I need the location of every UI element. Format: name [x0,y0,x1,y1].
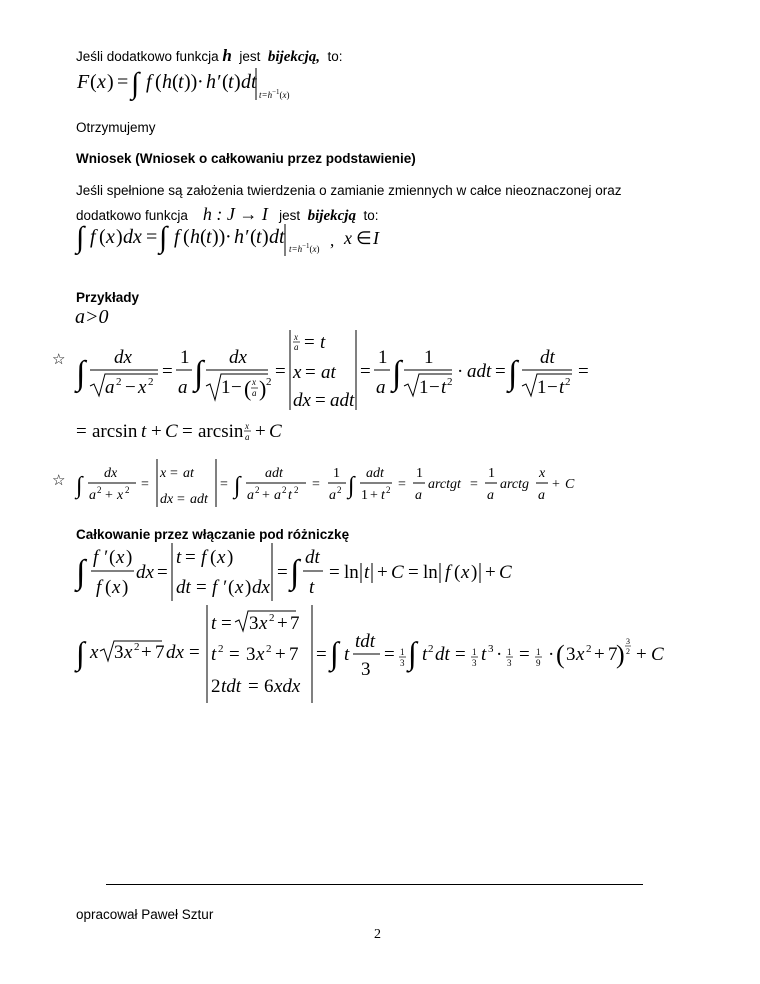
svg-text:∫: ∫ [392,355,402,392]
svg-text:·: · [496,644,503,665]
svg-text:tdt: tdt [221,676,242,697]
svg-text:dx: dx [166,642,184,663]
corollary-term: bijekcją [307,208,356,224]
condition: a>0 [75,306,109,328]
footer-divider [106,884,643,885]
corollary-prefix: dodatkowo funkcja [76,208,188,223]
svg-text:): ) [471,562,478,583]
svg-text:a: a [274,488,281,503]
svg-text:∈: ∈ [356,228,372,248]
svg-text:x: x [576,644,585,665]
svg-text:C: C [269,421,282,442]
corollary-map: h : J → I [202,204,268,224]
svg-text:−: − [231,377,242,398]
svg-text:x: x [252,377,256,387]
svg-text:x: x [294,332,298,342]
svg-text:=: = [220,477,228,492]
svg-text:arctgt: arctgt [428,477,461,492]
svg-text:a: a [329,488,336,503]
svg-text:∫: ∫ [76,355,86,392]
svg-text:−: − [429,377,440,398]
svg-text:+: + [151,421,162,442]
svg-text:=: = [329,562,340,583]
svg-text:): ) [227,547,234,568]
corollary-title: Wniosek (Wniosek o całkowaniu przez podstawienie) [76,151,416,166]
svg-text:=: = [578,361,589,382]
svg-text:∫: ∫ [76,635,85,671]
svg-text:at: at [321,362,336,383]
svg-text:ln: ln [344,562,359,583]
svg-text:2: 2 [97,485,102,495]
svg-text:∫: ∫ [234,473,241,499]
svg-text:2: 2 [294,485,299,495]
svg-text:=: = [316,644,327,665]
svg-text:dt: dt [176,577,191,598]
svg-text:=: = [146,226,158,248]
svg-text:f: f [90,226,96,248]
svg-text:+: + [105,488,113,503]
svg-text:(: ( [183,226,190,248]
svg-text:x: x [344,228,352,248]
svg-text:dt: dt [540,347,555,368]
examples-heading: Przykłady [76,290,140,305]
svg-text:h′: h′ [234,226,249,248]
page-number: 2 [374,927,381,942]
svg-text:arcsin: arcsin [92,421,138,442]
svg-text:x: x [461,562,470,583]
svg-text:t: t [422,644,428,665]
star-outline-icon: ☆ [52,350,66,368]
svg-text:a: a [178,377,188,398]
svg-text:f: f [174,226,180,248]
svg-text:=: = [495,361,506,382]
svg-text:3: 3 [400,658,405,668]
svg-text:+: + [552,477,560,492]
svg-text:x: x [90,642,99,663]
svg-text:dx: dx [252,577,270,598]
svg-text:t=h−1(x): $t=h^{-1}(x)$ [259,88,290,100]
svg-text:=: = [408,562,419,583]
svg-text:(: ( [454,562,461,583]
intro-prefix: Jeśli dodatkowo funkcja [76,49,219,64]
svg-text:=: = [185,547,196,568]
svg-text:2: 2 [447,376,453,388]
svg-text:t: t [320,332,326,353]
svg-text:1: 1 [424,347,434,368]
svg-text:1: 1 [488,466,495,481]
svg-text:C: C [165,421,178,442]
svg-text:(: ( [556,640,565,669]
svg-text:t: t [176,547,182,568]
svg-text:,: , [330,231,335,250]
svg-text:·: · [457,361,464,382]
svg-text:C: C [499,562,512,583]
svg-text:adt: adt [190,492,208,507]
svg-text:=: = [170,466,178,481]
svg-text:x: x [160,466,167,481]
svg-text:=: = [275,361,286,382]
svg-text:+: + [262,488,270,503]
svg-text:2: 2 [269,612,275,624]
svg-text:dx: dx [229,347,247,368]
svg-text:C: C [565,477,575,492]
svg-text:a: a [376,377,386,398]
svg-text:a: a [89,488,96,503]
svg-text:(: ( [155,71,162,93]
svg-text:t: t [256,226,262,248]
svg-text:+: + [377,562,388,583]
svg-text:=: = [277,562,288,583]
svg-text:dx: dx [136,562,154,583]
svg-text:3: 3 [472,658,477,668]
svg-text:=: = [248,676,259,697]
svg-text:ln: ln [423,562,438,583]
svg-text:(: ( [228,577,235,598]
svg-text:h′: h′ [206,71,221,93]
corollary-mid: jest [279,208,301,223]
svg-text:dx: dx [123,226,142,248]
formula-example2 [0,455,760,515]
svg-text:dx: dx [160,492,174,507]
svg-text:(: ( [200,226,207,248]
svg-text:t: t [228,71,234,93]
svg-text:=: = [117,71,129,93]
svg-text:∫: ∫ [76,473,83,499]
svg-text:(: ( [244,376,252,401]
svg-text:=: = [384,644,395,665]
svg-text:(: ( [222,71,229,93]
star-outline-icon: ☆ [52,471,66,489]
svg-text:(: ( [250,226,257,248]
section2-heading: Całkowanie przez włączanie pod różniczkę [76,527,350,542]
svg-text:C: C [391,562,404,583]
svg-text:): ) [116,226,123,248]
intro-term: bijekcją, [267,49,320,65]
svg-text:1: 1 [378,347,388,368]
svg-text:F: F [77,71,90,93]
svg-text:dt: dt [241,71,257,93]
corollary-suffix: to: [363,208,379,223]
svg-text:adt: adt [330,390,355,411]
svg-text:)): )) [184,71,198,93]
svg-text:t: t [211,644,217,665]
svg-text:a: a [252,388,257,398]
svg-text:t: t [206,226,212,248]
svg-text:+: + [636,644,647,665]
svg-text:C: C [651,644,664,665]
formula-F-substitution [0,62,760,122]
svg-text:+: + [370,488,378,503]
svg-text:+: + [141,642,152,663]
svg-text:1: 1 [400,647,405,657]
svg-text:(: ( [99,226,106,248]
svg-text:3: 3 [249,613,259,634]
svg-text:−: − [125,377,136,398]
svg-text:3: 3 [507,658,512,668]
svg-text:=: = [76,421,87,442]
svg-text:1: 1 [361,488,368,503]
svg-text:∫: ∫ [194,355,204,392]
svg-text:2: 2 [218,643,224,655]
svg-text:∫: ∫ [76,221,85,254]
svg-text:f: f [445,562,451,583]
svg-text:at: at [183,466,194,481]
svg-text:3: 3 [566,644,576,665]
svg-text:a: a [538,488,545,503]
svg-text:t: t [178,71,184,93]
svg-text:2: 2 [386,485,391,495]
svg-text:=: = [229,644,240,665]
intro-var: h [222,46,232,65]
corollary-line1: Jeśli spełnione są założenia twierdzenia o zamianie zmiennych w całce nieoznaczonej oraz [76,183,622,198]
svg-text:f ′: f ′ [93,547,108,568]
svg-text:2: 2 [565,376,571,388]
svg-text:x: x [539,466,546,481]
svg-text:t: t [211,613,217,634]
svg-text:tdt: tdt [355,631,376,652]
svg-text:=: = [162,361,173,382]
svg-text:(: ( [172,71,179,93]
svg-text:1: 1 [221,377,231,398]
svg-text:∫: ∫ [508,355,518,392]
svg-text:∫: ∫ [76,554,86,591]
svg-text:=: = [182,421,193,442]
svg-text:): ) [126,547,133,568]
svg-text:1: 1 [419,377,429,398]
svg-text:2: 2 [428,643,434,655]
svg-text:∫: ∫ [408,635,417,671]
svg-text:): ) [107,71,114,93]
svg-text:x: x [138,377,147,398]
svg-text:a: a [487,488,494,503]
svg-text:1: 1 [416,466,423,481]
svg-text:=: = [470,477,478,492]
svg-text:3: 3 [361,659,371,680]
svg-text:·: · [197,71,204,93]
svg-text:t=h−1(x): $t=h^{-1}(x)$ [289,242,320,254]
svg-text:x: x [256,644,265,665]
intro-mid: jest [239,49,261,64]
svg-text:a: a [294,342,299,352]
svg-text:x: x [217,547,226,568]
svg-text:2: 2 [255,485,260,495]
svg-text:+: + [275,644,286,665]
author-footer: opracował Paweł Sztur [76,907,214,922]
svg-text:x: x [293,362,302,383]
svg-text:1: 1 [536,647,541,657]
svg-text:2: 2 [266,376,272,388]
svg-text:t: t [381,488,385,503]
svg-text:t: t [559,377,565,398]
svg-text:∫: ∫ [131,67,140,100]
svg-text:t: t [481,644,487,665]
svg-text:): ) [259,376,267,401]
svg-text:): ) [262,226,269,248]
svg-text:a: a [415,488,422,503]
svg-text:)): )) [212,226,226,248]
svg-text:7: 7 [155,642,165,663]
svg-text:=: = [455,644,466,665]
svg-text:=: = [304,332,315,353]
svg-text:2: 2 [626,647,630,656]
svg-text:x: x [245,421,249,431]
formula-example1-result [0,415,760,445]
svg-text:∫: ∫ [348,473,355,499]
svg-text:x: x [124,642,133,663]
svg-text:a: a [105,377,115,398]
svg-text:dx: dx [104,466,118,481]
svg-text:(: ( [109,547,116,568]
svg-text:t: t [441,377,447,398]
svg-text:x: x [106,226,115,248]
svg-text:=: = [519,644,530,665]
svg-text:=: = [312,477,320,492]
svg-text:2: 2 [125,485,130,495]
svg-text:=: = [360,361,371,382]
svg-text:dx: dx [114,347,132,368]
svg-text:=: = [398,477,406,492]
svg-text:f ′: f ′ [212,577,227,598]
svg-text:x: x [117,488,124,503]
svg-text:dt: dt [269,226,285,248]
svg-text:2: 2 [211,676,221,697]
svg-text:dt: dt [305,547,320,568]
svg-text:dx: dx [293,390,311,411]
formula-corollary [0,222,760,272]
svg-text:=: = [196,577,207,598]
svg-text:1: 1 [180,347,190,368]
svg-text:t: t [141,421,147,442]
svg-text:=: = [177,492,185,507]
svg-text:·: · [225,226,232,248]
svg-text:): ) [245,577,252,598]
svg-text:h: h [162,71,172,93]
svg-text:7: 7 [608,644,618,665]
svg-text:x: x [259,613,268,634]
svg-text:6: 6 [264,676,274,697]
svg-text:=: = [315,390,326,411]
svg-text:2: 2 [116,376,122,388]
svg-text:f: f [96,577,102,598]
svg-text:adt: adt [265,466,283,481]
svg-text:x: x [97,71,106,93]
intro-suffix: to: [327,49,343,64]
svg-text:f: f [146,71,152,93]
formula-log-derivative [0,541,760,603]
svg-text:+: + [277,613,288,634]
svg-text:7: 7 [289,644,299,665]
svg-text:=: = [221,613,232,634]
svg-text:a: a [245,432,250,442]
svg-text:(: ( [210,547,217,568]
svg-text:3: 3 [488,643,494,655]
svg-text:xdx: xdx [274,676,301,697]
svg-text:=: = [189,642,200,663]
svg-text:a: a [247,488,254,503]
svg-text:=: = [141,477,149,492]
svg-text:3: 3 [114,642,124,663]
svg-text:=: = [157,562,168,583]
svg-text:3: 3 [246,644,256,665]
svg-text:2: 2 [337,485,342,495]
received-text: Otrzymujemy [76,120,156,135]
svg-text:dt: dt [435,644,450,665]
svg-text:): ) [616,640,625,669]
svg-text:x: x [235,577,244,598]
svg-text:·: · [548,644,555,665]
svg-text:(: ( [105,577,112,598]
svg-text:7: 7 [290,613,300,634]
svg-text:arcsin: arcsin [198,421,244,442]
svg-text:+: + [255,421,266,442]
svg-text:x: x [116,547,125,568]
svg-text:+: + [594,644,605,665]
svg-text:I: I [373,228,379,248]
svg-text:arctg: arctg [500,477,530,492]
svg-text:3: 3 [626,637,630,646]
svg-text:adt: adt [366,466,384,481]
svg-text:x: x [112,577,121,598]
svg-text:2: 2 [148,376,154,388]
svg-text:1: 1 [472,647,477,657]
svg-text:(: ( [90,71,97,93]
svg-text:1: 1 [507,647,512,657]
svg-text:t: t [309,577,315,598]
svg-text:2: 2 [282,485,287,495]
svg-text:): ) [122,577,129,598]
svg-text:∫: ∫ [330,635,339,671]
svg-text:−: − [547,377,558,398]
svg-text:1: 1 [333,466,340,481]
svg-text:t: t [288,488,292,503]
svg-text:t: t [364,562,370,583]
svg-text:2: 2 [134,641,140,653]
svg-text:=: = [305,362,316,383]
svg-text:2: 2 [586,643,592,655]
svg-text:∫: ∫ [290,554,300,591]
svg-text:+: + [485,562,496,583]
formula-example1 [0,330,760,410]
svg-text:∫: ∫ [159,221,168,254]
svg-text:9: 9 [536,658,541,668]
svg-text:1: 1 [537,377,547,398]
svg-text:2: 2 [266,643,272,655]
formula-sqrt-example [0,603,760,703]
svg-text:f: f [201,547,207,568]
svg-text:): ) [234,71,241,93]
svg-text:adt: adt [467,361,492,382]
svg-text:t: t [344,644,350,665]
svg-text:h: h [190,226,200,248]
